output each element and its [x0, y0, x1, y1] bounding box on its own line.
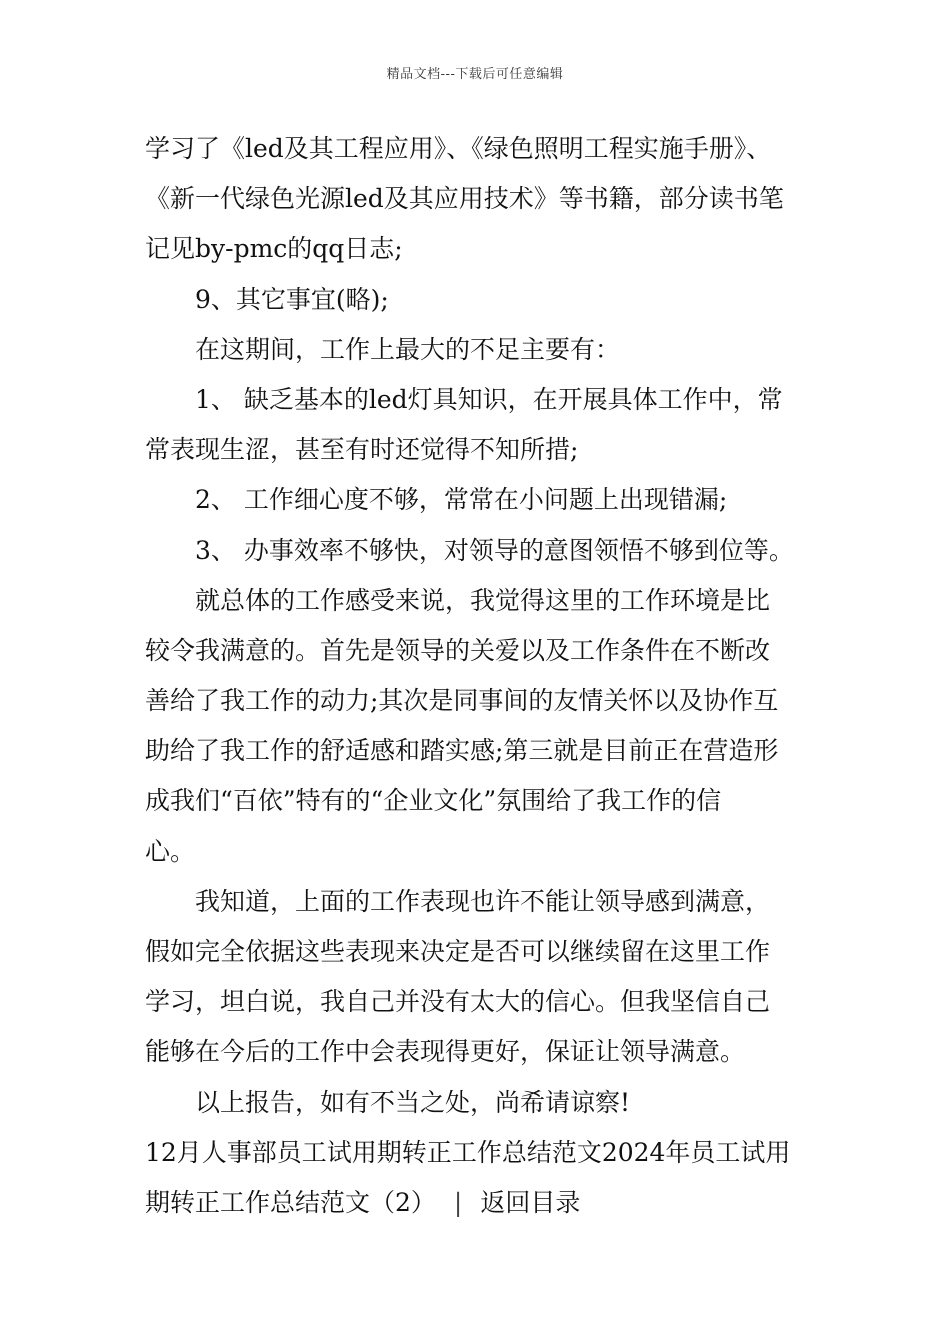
- document-body: [145, 124, 810, 1228]
- text-line: 记见by-pmc的qq日志;: [145, 234, 403, 264]
- list-item-2: 2、 工作细心度不够，常常在小问题上出现错漏;: [195, 485, 728, 515]
- text-line: 善给了我工作的动力;其次是同事间的友情关怀以及协作互: [145, 686, 779, 716]
- text-line: 学习了《led及其工程应用》、《绿色照明工程实施手册》、: [145, 134, 772, 163]
- back-to-contents-link[interactable]: 返回目录: [480, 1187, 581, 1217]
- footer-link-row: [145, 1178, 810, 1228]
- page-header: 精品文档---下载后可任意编辑: [386, 67, 564, 82]
- text-line: 假如完全依据这些表现来决定是否可以继续留在这里工作: [145, 937, 771, 966]
- text-line: 助给了我工作的舒适感和踏实感;第三就是目前正在营造形: [145, 736, 779, 766]
- related-article-title[interactable]: 12月人事部员工试用期转正工作总结范文2024年员工试用: [145, 1137, 791, 1167]
- text-line: 学习，坦白说，我自己并没有太大的信心。但我坚信自己: [145, 987, 771, 1017]
- text-line: 常表现生涩，甚至有时还觉得不知所措;: [145, 435, 579, 465]
- paragraph-self-assessment: 我知道，上面的工作表现也许不能让领导感到满意，: [195, 886, 771, 916]
- text-line: 心。: [145, 836, 196, 866]
- text-line: 成我们“百依”特有的“企业文化”氛围给了我工作的信: [145, 786, 722, 816]
- list-item-3: 3、 办事效率不够快，对领导的意图领悟不够到位等。: [195, 535, 794, 565]
- paragraph-closing: 以上报告，如有不当之处，尚希请谅察!: [195, 1087, 631, 1117]
- text-line: 较令我满意的。首先是领导的关爱以及工作条件在不断改: [145, 635, 771, 665]
- related-article-link[interactable]: 期转正工作总结范文（2）: [145, 1187, 436, 1217]
- text-line: 《新一代绿色光源led及其应用技术》等书籍，部分读书笔: [145, 184, 784, 214]
- list-item-1: 1、 缺乏基本的led灯具知识，在开展具体工作中，常: [195, 384, 783, 414]
- list-item-9: 9、其它事宜(略);: [195, 284, 389, 314]
- paragraph-shortcomings-intro: 在这期间，工作上最大的不足主要有：: [195, 334, 621, 364]
- text-line: 能够在今后的工作中会表现得更好，保证让领导满意。: [145, 1037, 746, 1067]
- link-separator: |: [453, 1187, 463, 1217]
- paragraph-work-feelings: 就总体的工作感受来说，我觉得这里的工作环境是比: [195, 585, 771, 615]
